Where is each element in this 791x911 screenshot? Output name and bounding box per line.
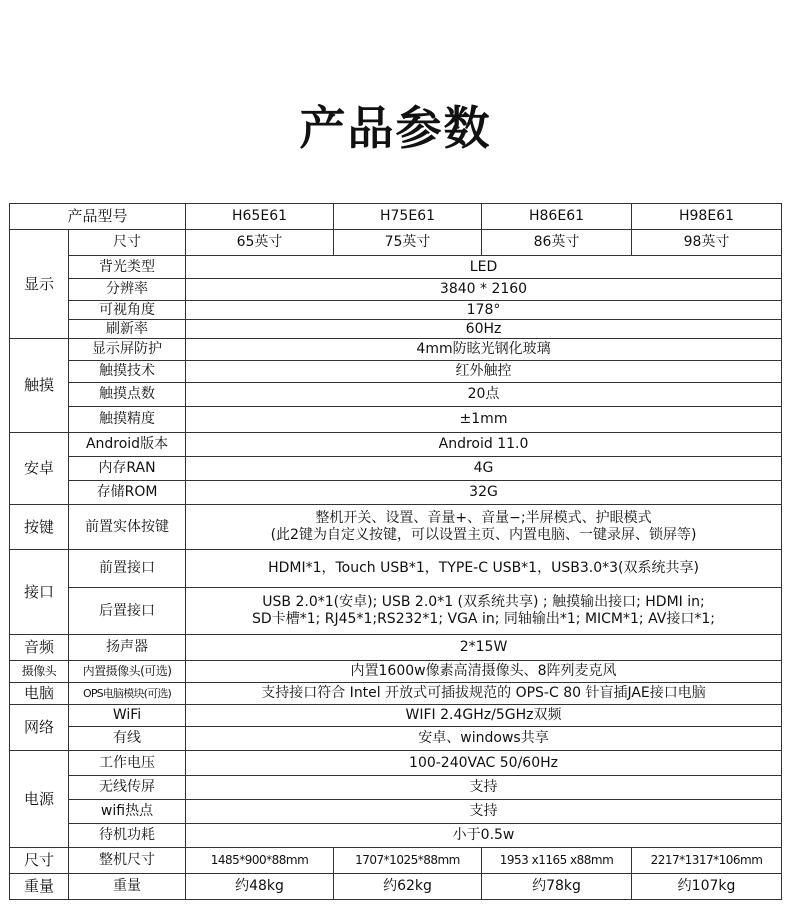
rear-ports-line-1: USB 2.0*1(安卓); USB 2.0*1 (双系统共享) ; 触摸输出接口; HDMI in; — [262, 594, 705, 610]
table-row — [10, 848, 782, 874]
spec-label: 背光类型 — [69, 256, 186, 279]
spec-value: 75英寸 — [334, 230, 482, 256]
spec-label: wifi热点 — [69, 800, 186, 824]
group-network: 网络 — [10, 705, 69, 751]
table-row — [10, 279, 782, 301]
model-cell: H86E61 — [482, 204, 632, 230]
spec-value: 20点 — [186, 383, 782, 407]
table-row — [10, 588, 782, 635]
spec-label: 触摸点数 — [69, 383, 186, 407]
spec-value: 86英寸 — [482, 230, 632, 256]
spec-value — [186, 588, 782, 635]
group-weight: 重量 — [10, 874, 69, 900]
spec-label: 重量 — [69, 874, 186, 900]
table-row — [10, 683, 782, 705]
spec-value: 支持 — [186, 800, 782, 824]
spec-label: 无线传屏 — [69, 776, 186, 800]
spec-value: 60Hz — [186, 320, 782, 339]
spec-label: 工作电压 — [69, 751, 186, 776]
group-keys: 按键 — [10, 505, 69, 550]
spec-label: 内置摄像头(可选) — [69, 661, 186, 683]
spec-value — [186, 505, 782, 550]
spec-label: OPS电脑模块(可选) — [69, 683, 186, 705]
table-row — [10, 800, 782, 824]
spec-label: 有线 — [69, 727, 186, 751]
table-row — [10, 204, 782, 230]
spec-value: 65英寸 — [186, 230, 334, 256]
model-cell: H65E61 — [186, 204, 334, 230]
spec-value: 178° — [186, 301, 782, 320]
table-row — [10, 661, 782, 683]
table-row — [10, 457, 782, 481]
spec-value: 约62kg — [334, 874, 482, 900]
table-row — [10, 230, 782, 256]
table-row — [10, 361, 782, 383]
spec-table — [9, 203, 782, 900]
spec-value: HDMI*1，Touch USB*1，TYPE-C USB*1，USB3.0*3(双系统共享) — [186, 550, 782, 588]
spec-value: 2217*1317*106mm — [632, 848, 782, 874]
spec-value: 2*15W — [186, 635, 782, 661]
model-cell: H98E61 — [632, 204, 782, 230]
spec-value: 约78kg — [482, 874, 632, 900]
spec-value: ±1mm — [186, 407, 782, 433]
spec-value: 内置1600w像素高清摄像头、8阵列麦克风 — [186, 661, 782, 683]
spec-label: 内存RAN — [69, 457, 186, 481]
spec-label: 刷新率 — [69, 320, 186, 339]
keys-line-1: 整机开关、设置、音量+、音量−;半屏模式、护眼模式 — [315, 510, 652, 526]
group-dimensions: 尺寸 — [10, 848, 69, 874]
spec-label: 触摸精度 — [69, 407, 186, 433]
spec-label: 前置接口 — [69, 550, 186, 588]
table-row — [10, 505, 782, 550]
spec-value: 约48kg — [186, 874, 334, 900]
model-cell: H75E61 — [334, 204, 482, 230]
spec-value: 1953 x1165 x88mm — [482, 848, 632, 874]
spec-label: 存储ROM — [69, 481, 186, 505]
spec-value: 100-240VAC 50/60Hz — [186, 751, 782, 776]
table-row — [10, 407, 782, 433]
table-row — [10, 824, 782, 848]
rear-ports-line-2: SD卡槽*1; RJ45*1;RS232*1; VGA in; 同轴输出*1; MICM*1; AV接口*1; — [252, 611, 715, 627]
spec-label: Android版本 — [69, 433, 186, 457]
spec-value: 1707*1025*88mm — [334, 848, 482, 874]
spec-value: 3840 * 2160 — [186, 279, 782, 301]
group-touch: 触摸 — [10, 339, 69, 433]
table-row — [10, 320, 782, 339]
spec-label: 尺寸 — [69, 230, 186, 256]
table-row — [10, 339, 782, 361]
spec-value: LED — [186, 256, 782, 279]
table-row — [10, 383, 782, 407]
model-header-label: 产品型号 — [10, 204, 186, 230]
spec-value: WIFI 2.4GHz/5GHz双频 — [186, 705, 782, 727]
group-display: 显示 — [10, 230, 69, 339]
group-pc: 电脑 — [10, 683, 69, 705]
table-row — [10, 481, 782, 505]
table-row — [10, 705, 782, 727]
table-row — [10, 256, 782, 279]
spec-value: 小于0.5w — [186, 824, 782, 848]
spec-label: 可视角度 — [69, 301, 186, 320]
spec-label: 整机尺寸 — [69, 848, 186, 874]
spec-label: 分辨率 — [69, 279, 186, 301]
table-row — [10, 550, 782, 588]
table-row — [10, 727, 782, 751]
group-power: 电源 — [10, 751, 69, 848]
spec-label: WiFi — [69, 705, 186, 727]
spec-label: 前置实体按键 — [69, 505, 186, 550]
group-camera: 摄像头 — [10, 661, 69, 683]
spec-label: 后置接口 — [69, 588, 186, 635]
spec-value: 1485*900*88mm — [186, 848, 334, 874]
table-row — [10, 776, 782, 800]
spec-value: 红外触控 — [186, 361, 782, 383]
spec-value: 4mm防眩光钢化玻璃 — [186, 339, 782, 361]
spec-value: 安卓、windows共享 — [186, 727, 782, 751]
spec-label: 扬声器 — [69, 635, 186, 661]
spec-value: 98英寸 — [632, 230, 782, 256]
table-row — [10, 874, 782, 900]
table-row — [10, 635, 782, 661]
keys-line-2: (此2键为自定义按键，可以设置主页、内置电脑、一键录屏、锁屏等) — [270, 527, 697, 543]
spec-label: 待机功耗 — [69, 824, 186, 848]
spec-value: 32G — [186, 481, 782, 505]
spec-label: 触摸技术 — [69, 361, 186, 383]
group-android: 安卓 — [10, 433, 69, 505]
table-row — [10, 301, 782, 320]
spec-value: 支持接口符合 Intel 开放式可插拔规范的 OPS-C 80 针盲插JAE接口电脑 — [186, 683, 782, 705]
spec-label: 显示屏防护 — [69, 339, 186, 361]
spec-value: 约107kg — [632, 874, 782, 900]
page-title: 产品参数 — [299, 101, 492, 155]
group-audio: 音频 — [10, 635, 69, 661]
table-row — [10, 433, 782, 457]
spec-value: Android 11.0 — [186, 433, 782, 457]
spec-value: 支持 — [186, 776, 782, 800]
spec-value: 4G — [186, 457, 782, 481]
group-ports: 接口 — [10, 550, 69, 635]
table-row — [10, 751, 782, 776]
